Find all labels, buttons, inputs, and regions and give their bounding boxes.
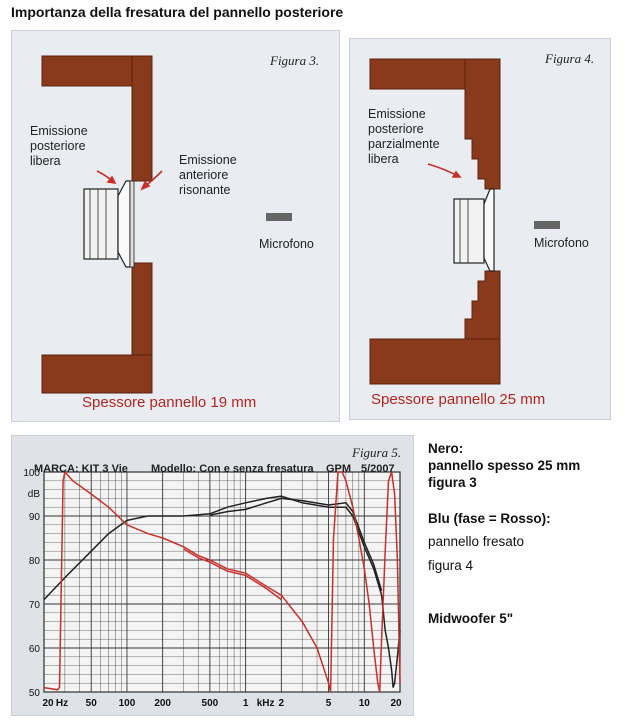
figure-3-caption: Spessore pannello 19 mm (82, 394, 257, 411)
x-tick-label: 50 (85, 698, 97, 709)
y-tick-label: 80 (28, 556, 40, 567)
note-black-title: Nero: (428, 441, 464, 456)
figure-4-caption: Spessore pannello 25 mm (371, 391, 546, 408)
y-tick-label: 50 (28, 688, 40, 699)
y-axis-label: dB (27, 489, 40, 500)
x-tick-label: 10 (358, 698, 370, 709)
x-tick-label: 100 (118, 698, 136, 709)
x-tick-label: 20 (42, 698, 54, 709)
figure-4-diagram (350, 39, 612, 421)
x-tick-label: 2 (278, 698, 285, 709)
figure-3-label: Figura 3. (270, 53, 320, 68)
x-tick-label: kHz (256, 698, 275, 709)
microphone-icon (266, 213, 292, 221)
chart-header-model: Modello: Con e senza fresatura (151, 463, 314, 475)
baffle-upper (132, 56, 152, 181)
microphone-icon (534, 221, 560, 229)
note-black-line2: figura 3 (428, 475, 477, 490)
y-tick-label: 90 (28, 512, 40, 523)
page-title: Importanza della fresatura del pannello posteriore (11, 4, 344, 20)
note-driver: Midwoofer 5" (428, 611, 514, 626)
microphone-label: Microfono (259, 237, 314, 251)
chart-header-brand: MARCA: KIT 3 Vie (34, 463, 128, 475)
figure-3-diagram (12, 31, 341, 423)
chart-header-gpm: GPM (326, 463, 352, 475)
note-blue-title: Blu (fase = Rosso): (428, 511, 551, 526)
rear-emission-label: Emissione posteriore parzialmente libera (368, 107, 440, 166)
frequency-response-chart (12, 436, 415, 717)
x-tick-label: 1 (242, 698, 249, 709)
note-black-line1: pannello spesso 25 mm (428, 458, 581, 473)
plot-area (44, 472, 400, 692)
microphone-label: Microfono (534, 236, 589, 250)
y-tick-label: 100 (23, 468, 40, 479)
x-tick-label: 20 (390, 698, 402, 709)
y-tick-label: 70 (28, 600, 40, 611)
panel-bottom-wall (370, 339, 500, 384)
figure-3-panel (11, 30, 340, 422)
baffle-upper (465, 59, 500, 189)
x-tick-label: 200 (154, 698, 172, 709)
x-tick-label: 5 (325, 698, 332, 709)
figure-4-label: Figura 4. (545, 51, 595, 66)
figure-5-panel (11, 435, 414, 716)
note-blue-line2: figura 4 (428, 558, 474, 573)
figure-4-panel (349, 38, 611, 420)
figure-5-label: Figura 5. (352, 445, 402, 460)
y-tick-label: 60 (28, 644, 40, 655)
panel-bottom-wall (42, 355, 152, 393)
x-tick-label: 500 (201, 698, 219, 709)
speaker-driver-icon (84, 181, 134, 267)
front-emission-label: Emissione anteriore risonante (179, 153, 237, 197)
rear-emission-label: Emissione posteriore libera (30, 124, 88, 168)
note-blue-line1: pannello fresato (428, 534, 525, 549)
chart-header-date: 5/2007 (361, 463, 395, 475)
speaker-driver-icon (454, 189, 494, 271)
x-tick-label: Hz (55, 698, 69, 709)
